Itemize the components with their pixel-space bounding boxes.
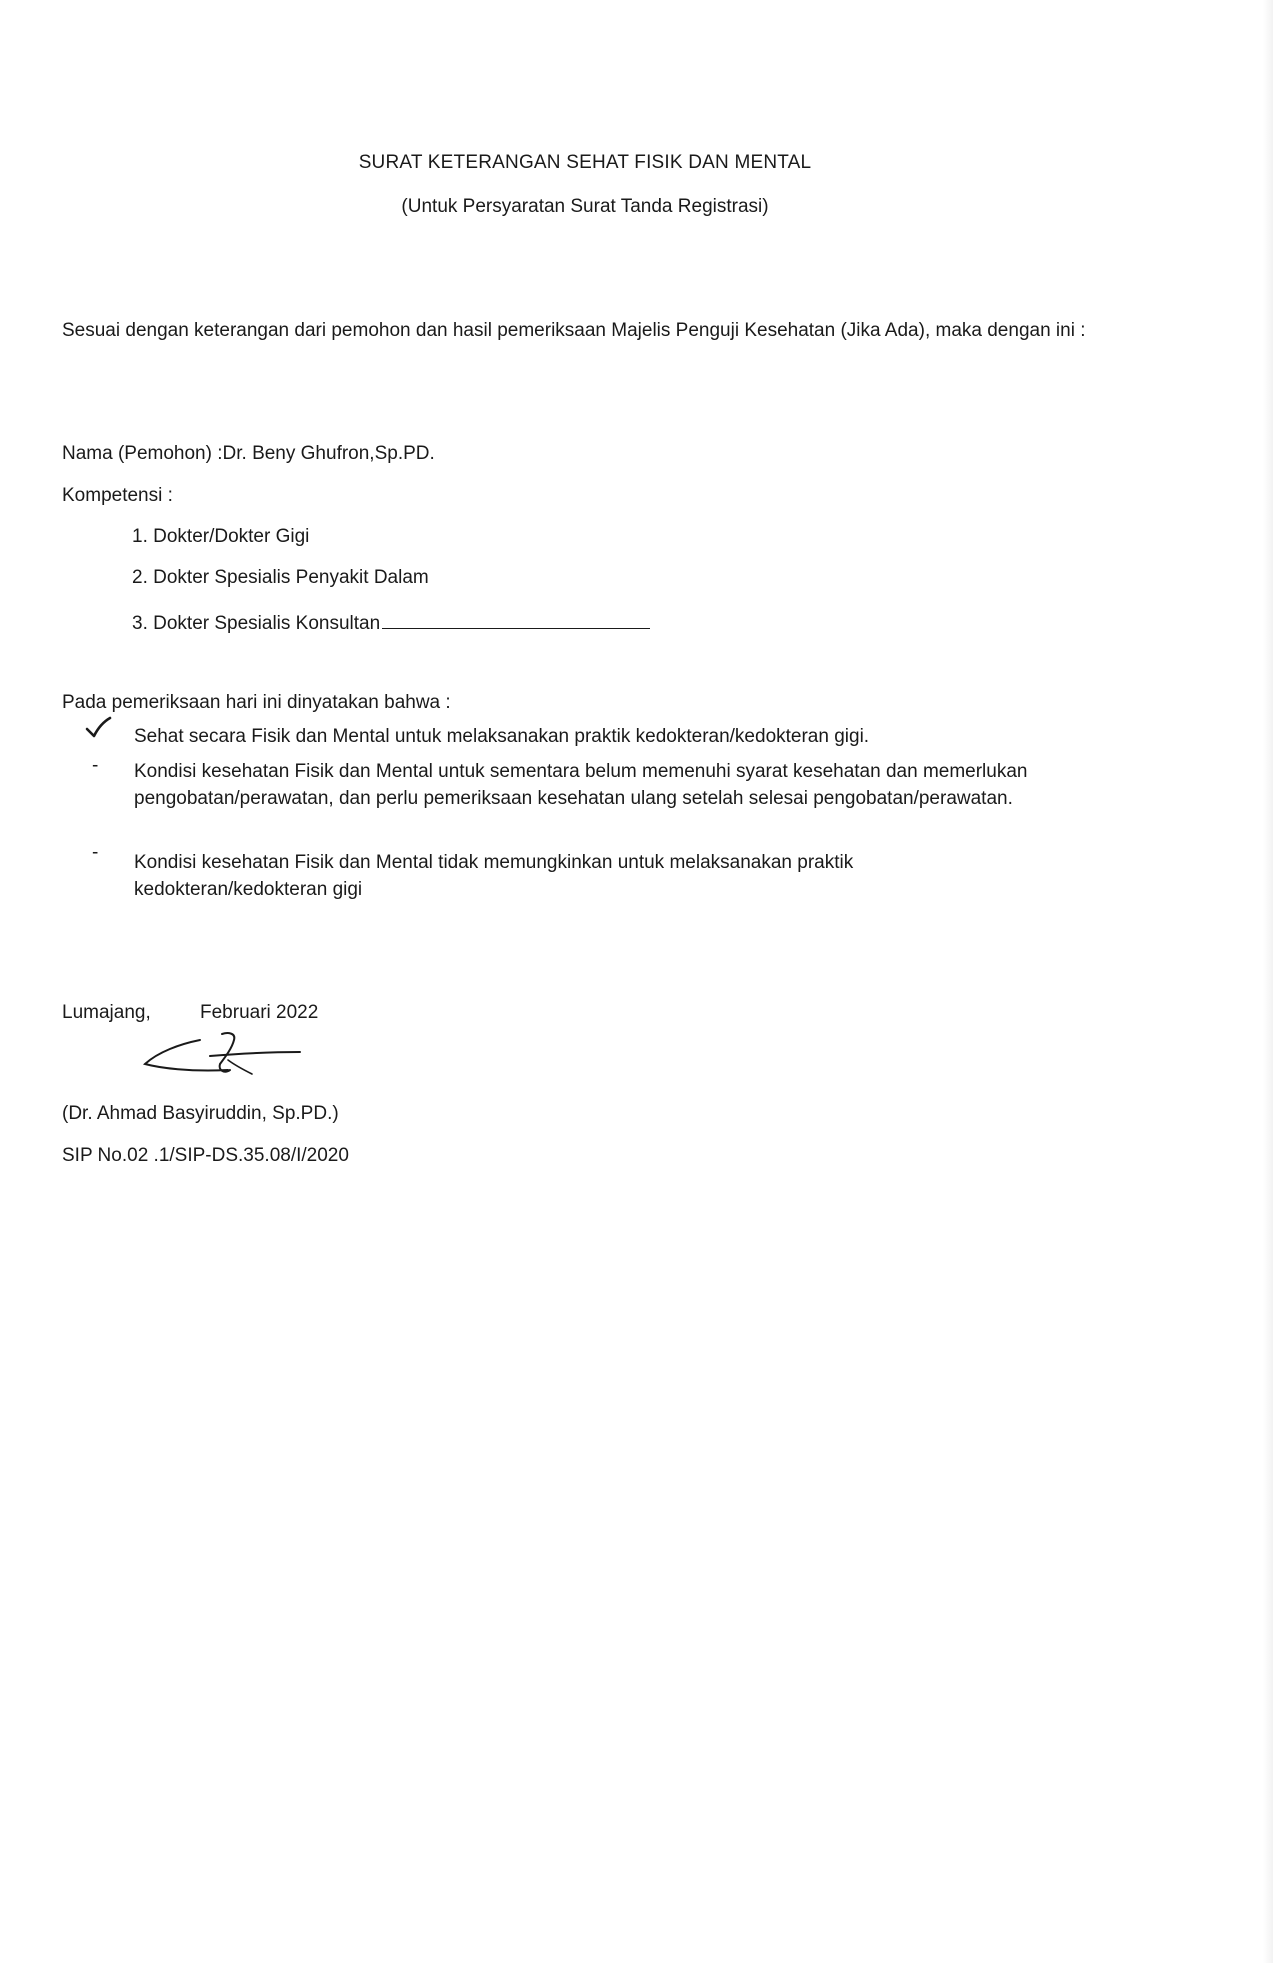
intro-paragraph: Sesuai dengan keterangan dari pemohon dan hasil pemeriksaan Majelis Penguji Kesehatan (Jika Ada), maka dengan ini : [62,320,1086,341]
handwritten-signature [140,1030,310,1086]
signer-name: (Dr. Ahmad Basyiruddin, Sp.PD.) [62,1103,339,1124]
sip-number: SIP No.02 .1/SIP-DS.35.08/I/2020 [62,1145,349,1166]
condition-1: Sehat secara Fisik dan Mental untuk melaksanakan praktik kedokteran/kedokteran gigi. [134,726,870,747]
competence-item-1: 1. Dokter/Dokter Gigi [132,526,310,547]
letter-place: Lumajang, [62,1002,151,1023]
statement-intro: Pada pemeriksaan hari ini dinyatakan bahwa : [62,692,451,713]
checkmark-icon [84,716,112,740]
competence-item-3 [132,609,650,635]
competence-item-2: 2. Dokter Spesialis Penyakit Dalam [132,567,429,588]
condition-2-marker: - [92,755,99,776]
applicant-line: Nama (Pemohon) :Dr. Beny Ghufron,Sp.PD. [62,443,435,464]
scan-edge-shadow [1263,0,1273,1963]
consultant-blank-line [382,609,650,629]
competence-item-3-text: 3. Dokter Spesialis Konsultan [132,613,381,634]
competence-label: Kompetensi : [62,485,173,506]
condition-2: Kondisi kesehatan Fisik dan Mental untuk sementara belum memenuhi syarat kesehatan dan memerlukan pengobatan/perawatan, dan perlu pemeriksaan kesehatan ulang setelah selesai pengobatan/perawatan. [134,761,1028,809]
condition-3: Kondisi kesehatan Fisik dan Mental tidak memungkinkan untuk melaksanakan praktik kedokteran/kedokteran gigi [134,852,854,900]
document-subtitle: (Untuk Persyaratan Surat Tanda Registrasi) [401,196,769,217]
document-title: SURAT KETERANGAN SEHAT FISIK DAN MENTAL [358,152,812,173]
condition-3-marker: - [92,842,99,863]
letter-date: Februari 2022 [200,1002,319,1023]
